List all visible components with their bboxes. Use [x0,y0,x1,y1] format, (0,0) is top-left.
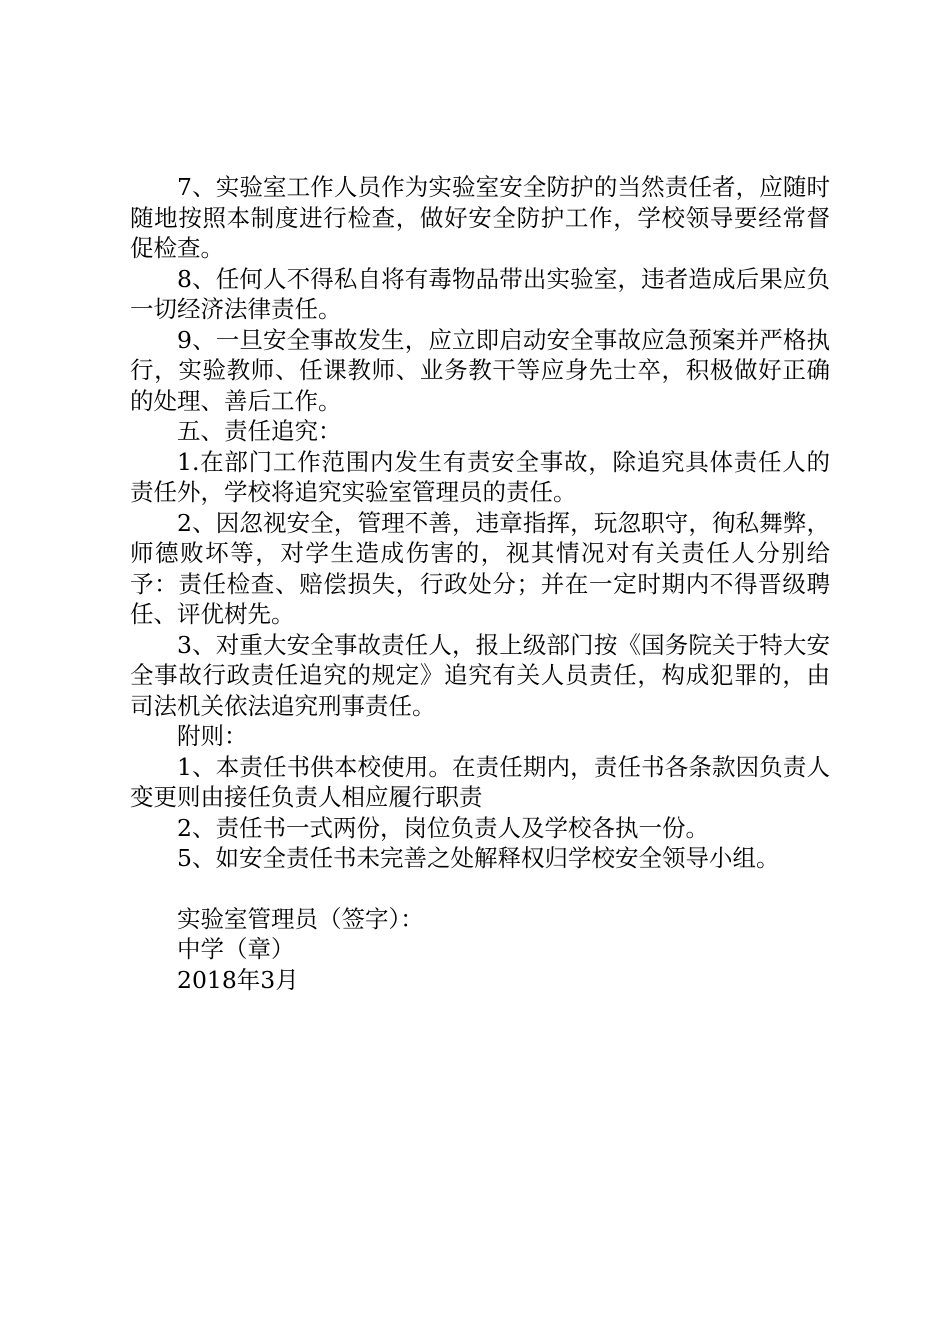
responsibility-item-2: 2、因忽视安全，管理不善，违章指挥，玩忽职守，徇私舞弊，师德败坏等，对学生造成伤害的，视其情况对有关责任人分别给予：责任检查、赔偿损失，行政处分；并在一定时期内不得晋级聘任、评优树先。 [130,508,830,628]
responsibility-item-3: 3、对重大安全事故责任人，报上级部门按《国务院关于特大安全事故行政责任追究的规定》追究有关人员责任，构成犯罪的，由司法机关依法追究刑事责任。 [130,630,830,720]
responsibility-item-1: 1.在部门工作范围内发生有责安全事故，除追究具体责任人的责任外，学校将追究实验室管理员的责任。 [130,447,830,506]
manager-signature-line: 实验室管理员（签字）： [177,904,424,933]
section-heading-responsibility: 五、责任追究： [177,417,342,445]
appendix-item-1: 1、本责任书供本校使用。在责任期内，责任书各条款因负责人变更则由接任负责人相应履行职责 [130,752,830,811]
document-date: 2018年3月 [177,965,299,994]
spacer [130,874,830,904]
clause-7: 7、实验室工作人员作为实验室安全防护的当然责任者，应随时随地按照本制度进行检查，做好安全防护工作，学校领导要经常督促检查。 [130,173,830,262]
appendix-item-5: 5、如安全责任书未完善之处解释权归学校安全领导小组。 [177,844,780,872]
appendix-item-2: 2、责任书一式两份，岗位负责人及学校各执一份。 [177,813,709,842]
clause-8: 8、任何人不得私自将有毒物品带出实验室，违者造成后果应负一切经济法律责任。 [130,264,830,323]
section-heading-appendix: 附则： [177,722,248,750]
document-body [130,172,830,995]
school-seal-line: 中学（章） [177,935,295,963]
clause-9: 9、一旦安全事故发生，应立即启动安全事故应急预案并严格执行，实验教师、任课教师、业务教干等应身先士卒，积极做好正确的处理、善后工作。 [130,325,830,415]
